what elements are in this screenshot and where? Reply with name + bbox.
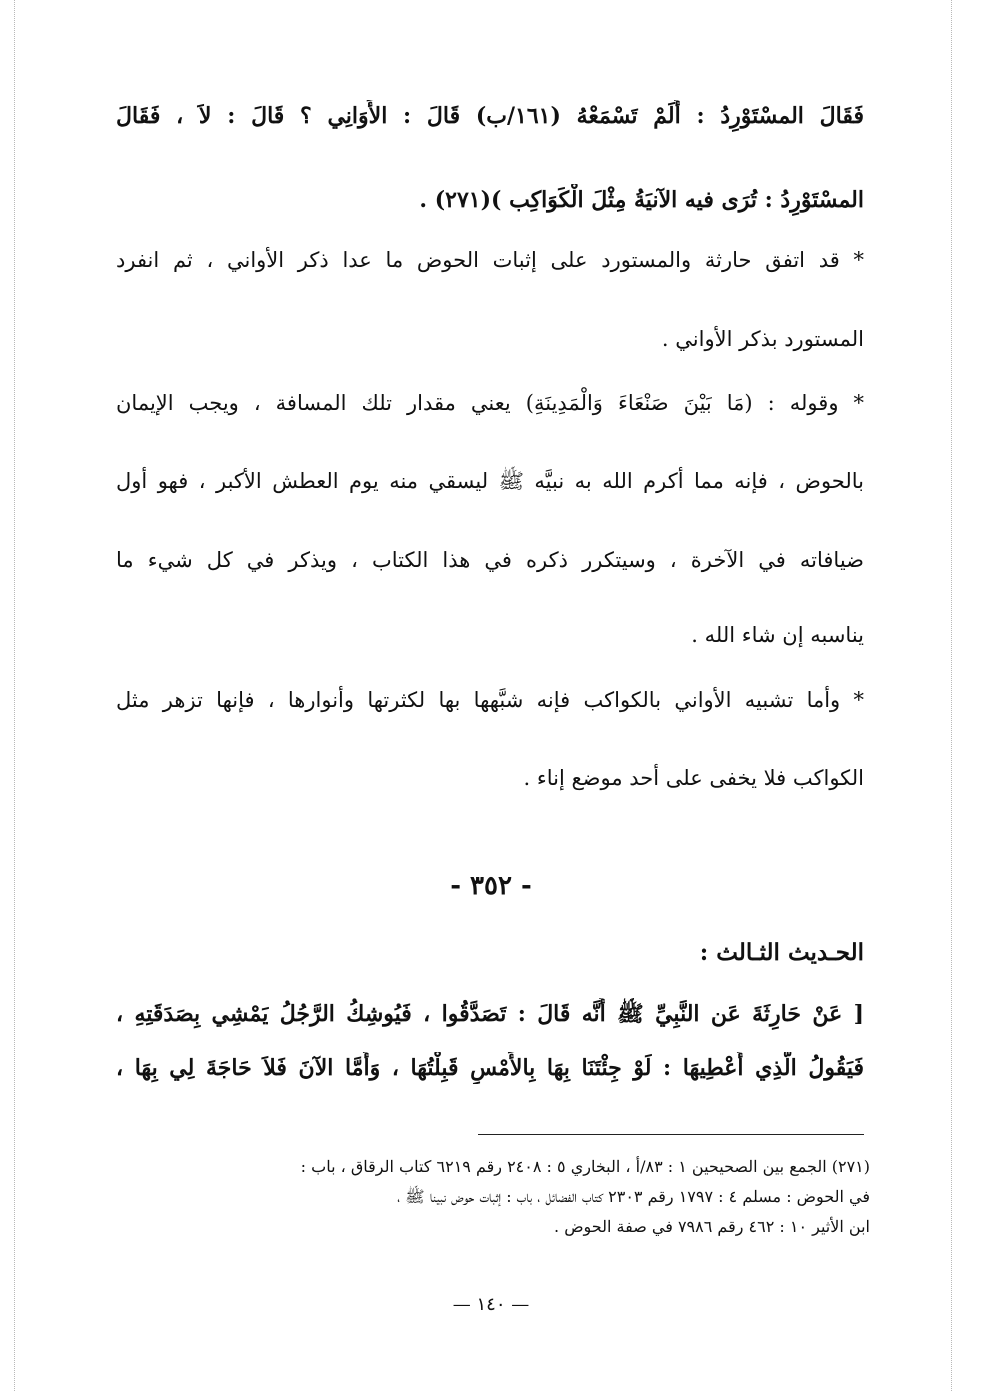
scan-edge-left	[14, 0, 15, 1391]
section-number: - ٣٥٢ -	[450, 871, 532, 901]
footnote-separator	[478, 1134, 864, 1135]
commentary-p1-line-1: * قد اتفق حارثة والمستورد على إثبات الحوض ما عدا ذكر الأواني ، ثم انفرد	[116, 248, 864, 272]
hadith-line-2: المسْتَوْرِدُ : تُرَى فيه الآنيَةُ مِثْلَ الْكَوَاكِب )(٢٧١) .	[419, 187, 864, 213]
commentary-p2-line-2: بالحوض ، فإنه مما أكرم الله به نبيَّه ﷺ ليسقي منه يوم العطش الأكبر ، فهو أول	[116, 469, 864, 493]
commentary-p2-line-1: * وقوله : (مَا بَيْنَ صَنْعَاءَ وَالْمَدِينَةِ) يعني مقدار تلك المسافة ، ويجب الإيمان	[116, 391, 864, 415]
commentary-p2-line-3: ضيافاته في الآخرة ، وسيتكرر ذكره في هذا الكتاب ، ويذكر في كل شيء ما	[116, 548, 864, 572]
hadith3-line-1: [ عَنْ حَارِثَةَ عَن النَّبِيِّ ﷺ أَنَّه قَالَ : تَصَدَّقُوا ، فَيُوشِكُ الرَّجُلُ يَمْشِي بِصَدَقَتِهِ ،	[116, 1001, 864, 1027]
section-heading: الحـديث الثـالث :	[699, 939, 864, 966]
hadith3-line-2: فَيَقُولُ الَّذِي أُعْطِيهَا : لَوْ جِئْتَنَا بِهَا بِالأَمْسِ قَبِلْتُهَا ، وَأَمَّا الآنَ فَلاَ حَاجَةَ لِي بِهَا ،	[116, 1055, 864, 1081]
commentary-p3-line-1: * وأما تشبيه الأواني بالكواكب فإنه شبَّهها بها لكثرتها وأنوارها ، فإنها تزهر مثل	[116, 688, 864, 712]
commentary-p2-line-4: يناسبه إن شاء الله .	[691, 623, 864, 647]
commentary-p3-line-2: الكواكب فلا يخفى على أحد موضع إناء .	[523, 766, 864, 790]
hadith-line-1: فَقَالَ المسْتَوْرِدُ : أَلَمْ تَسْمَعْهُ (١٦١/ب) قَالَ : الأَوَانِي ؟ قَالَ : لاَ ، فَقَالَ	[116, 103, 864, 129]
footnote-line-1: (٢٧١) الجمع بين الصحيحين ١ : ٨٣/أ ، البخاري ٥ : ٢٤٠٨ رقم ٦٢١٩ كتاب الرقاق ، باب :	[300, 1157, 870, 1176]
scan-edge-right	[951, 0, 952, 1391]
footnote-line-2: في الحوض : مسلم ٤ : ١٧٩٧ رقم ٢٣٠٣ كتاب الفضائل ، باب : إثبات حوض نبينا ﷺ ،	[397, 1187, 870, 1206]
page-number: — ١٤٠ —	[452, 1294, 530, 1315]
footnote-line-3: ابن الأثير ١٠ : ٤٦٢ رقم ٧٩٨٦ في صفة الحوض .	[554, 1217, 870, 1236]
commentary-p1-line-2: المستورد بذكر الأواني .	[661, 327, 864, 351]
